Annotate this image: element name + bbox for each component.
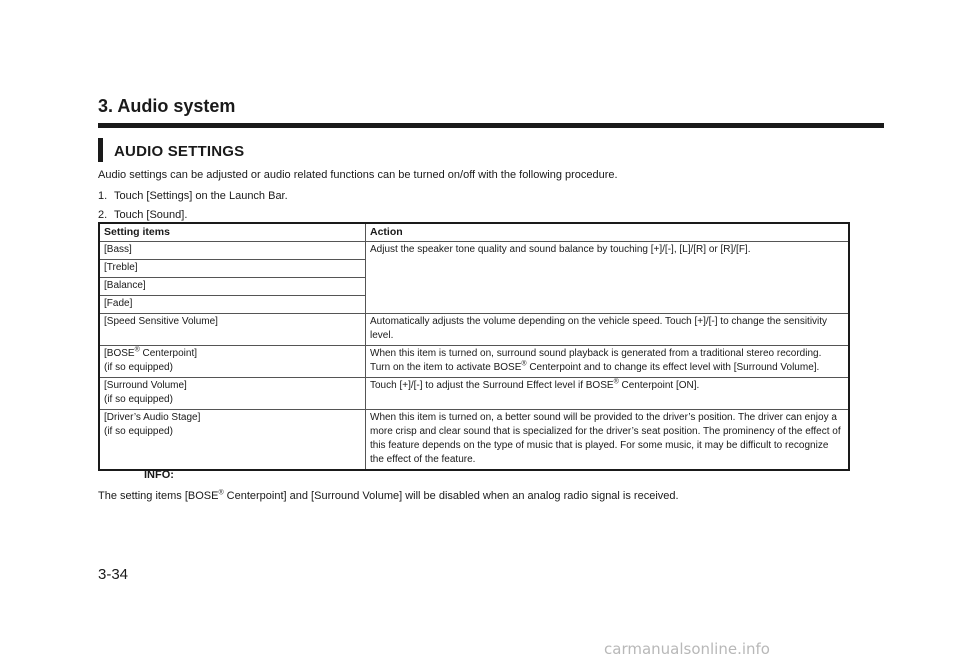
driver-item-text: [Driver’s Audio Stage] — [104, 412, 201, 423]
cell-driver-action: When this item is turned on, a better sound will be provided to the driver’s position. The driver can enjoy a more crisp and clear sound that is specialized for the driver’s seat position. The prominency of the effect of this feature depends on the type of music that is played. For some music, it may be difficult to recognize the effect of the feature. — [366, 410, 850, 471]
cell-surround-item — [99, 378, 366, 410]
bose-item-text-end: Centerpoint] — [139, 348, 198, 359]
section-marker — [98, 138, 103, 162]
section-title: AUDIO SETTINGS — [114, 143, 245, 160]
step-1 — [98, 190, 288, 202]
table-row — [99, 314, 849, 346]
intro-text: Audio settings can be adjusted or audio related functions can be turned on/off with the following procedure. — [98, 169, 618, 181]
cell-bass: [Bass] — [99, 242, 366, 260]
cell-bose-item — [99, 346, 366, 378]
table-row — [99, 242, 849, 260]
cell-fade: [Fade] — [99, 296, 366, 314]
step-text: Touch [Settings] on the Launch Bar. — [114, 190, 288, 202]
equipped-note: (if so equipped) — [104, 426, 173, 437]
step-number: 1. — [98, 190, 108, 202]
bose-action-text-end: Centerpoint and to change its effect level with [Surround Volume]. — [526, 362, 820, 373]
header-setting-items: Setting items — [99, 223, 366, 242]
info-text-start: The setting items [BOSE — [98, 490, 219, 502]
surround-item-text: [Surround Volume] — [104, 380, 187, 391]
step-number: 2. — [98, 209, 108, 221]
registered-mark: ® — [521, 360, 527, 368]
equipped-note: (if so equipped) — [104, 362, 173, 373]
cell-bose-action — [366, 346, 850, 378]
header-action: Action — [366, 223, 850, 242]
table-row — [99, 346, 849, 378]
bose-action-text: When this item is turned on, surround sound playback is generated from a traditional stereo recording. Turn on the item to activate BOSE — [370, 348, 822, 373]
registered-mark: ® — [134, 346, 140, 354]
watermark: carmanualsonline.info — [604, 640, 770, 658]
info-label: INFO: — [144, 469, 174, 481]
table-row — [99, 410, 849, 471]
settings-table — [98, 222, 850, 471]
cell-treble: [Treble] — [99, 260, 366, 278]
bose-item-text: [BOSE — [104, 348, 135, 359]
table-header-row — [99, 223, 849, 242]
table-row — [99, 378, 849, 410]
cell-speed-action: Automatically adjusts the volume depending on the vehicle speed. Touch [+]/[-] to change the sensitivity level. — [366, 314, 850, 346]
cell-speed-item: [Speed Sensitive Volume] — [99, 314, 366, 346]
registered-mark: ® — [613, 378, 619, 386]
cell-balance: [Balance] — [99, 278, 366, 296]
chapter-title: 3. Audio system — [98, 96, 236, 116]
info-text-end: Centerpoint] and [Surround Volume] will be disabled when an analog radio signal is received. — [223, 490, 679, 502]
step-text: Touch [Sound]. — [114, 209, 188, 221]
info-text — [98, 490, 679, 502]
registered-mark: ® — [218, 489, 224, 497]
chapter-rule — [98, 123, 884, 128]
cell-tone-action: Adjust the speaker tone quality and sound balance by touching [+]/[-], [L]/[R] or [R]/[F]. — [366, 242, 850, 314]
surround-action-text-end: Centerpoint [ON]. — [618, 380, 700, 391]
step-2 — [98, 209, 187, 221]
page-number: 3-34 — [98, 566, 129, 583]
equipped-note: (if so equipped) — [104, 394, 173, 405]
surround-action-text: Touch [+]/[-] to adjust the Surround Effect level if BOSE — [370, 380, 614, 391]
cell-surround-action — [366, 378, 850, 410]
cell-driver-item — [99, 410, 366, 471]
